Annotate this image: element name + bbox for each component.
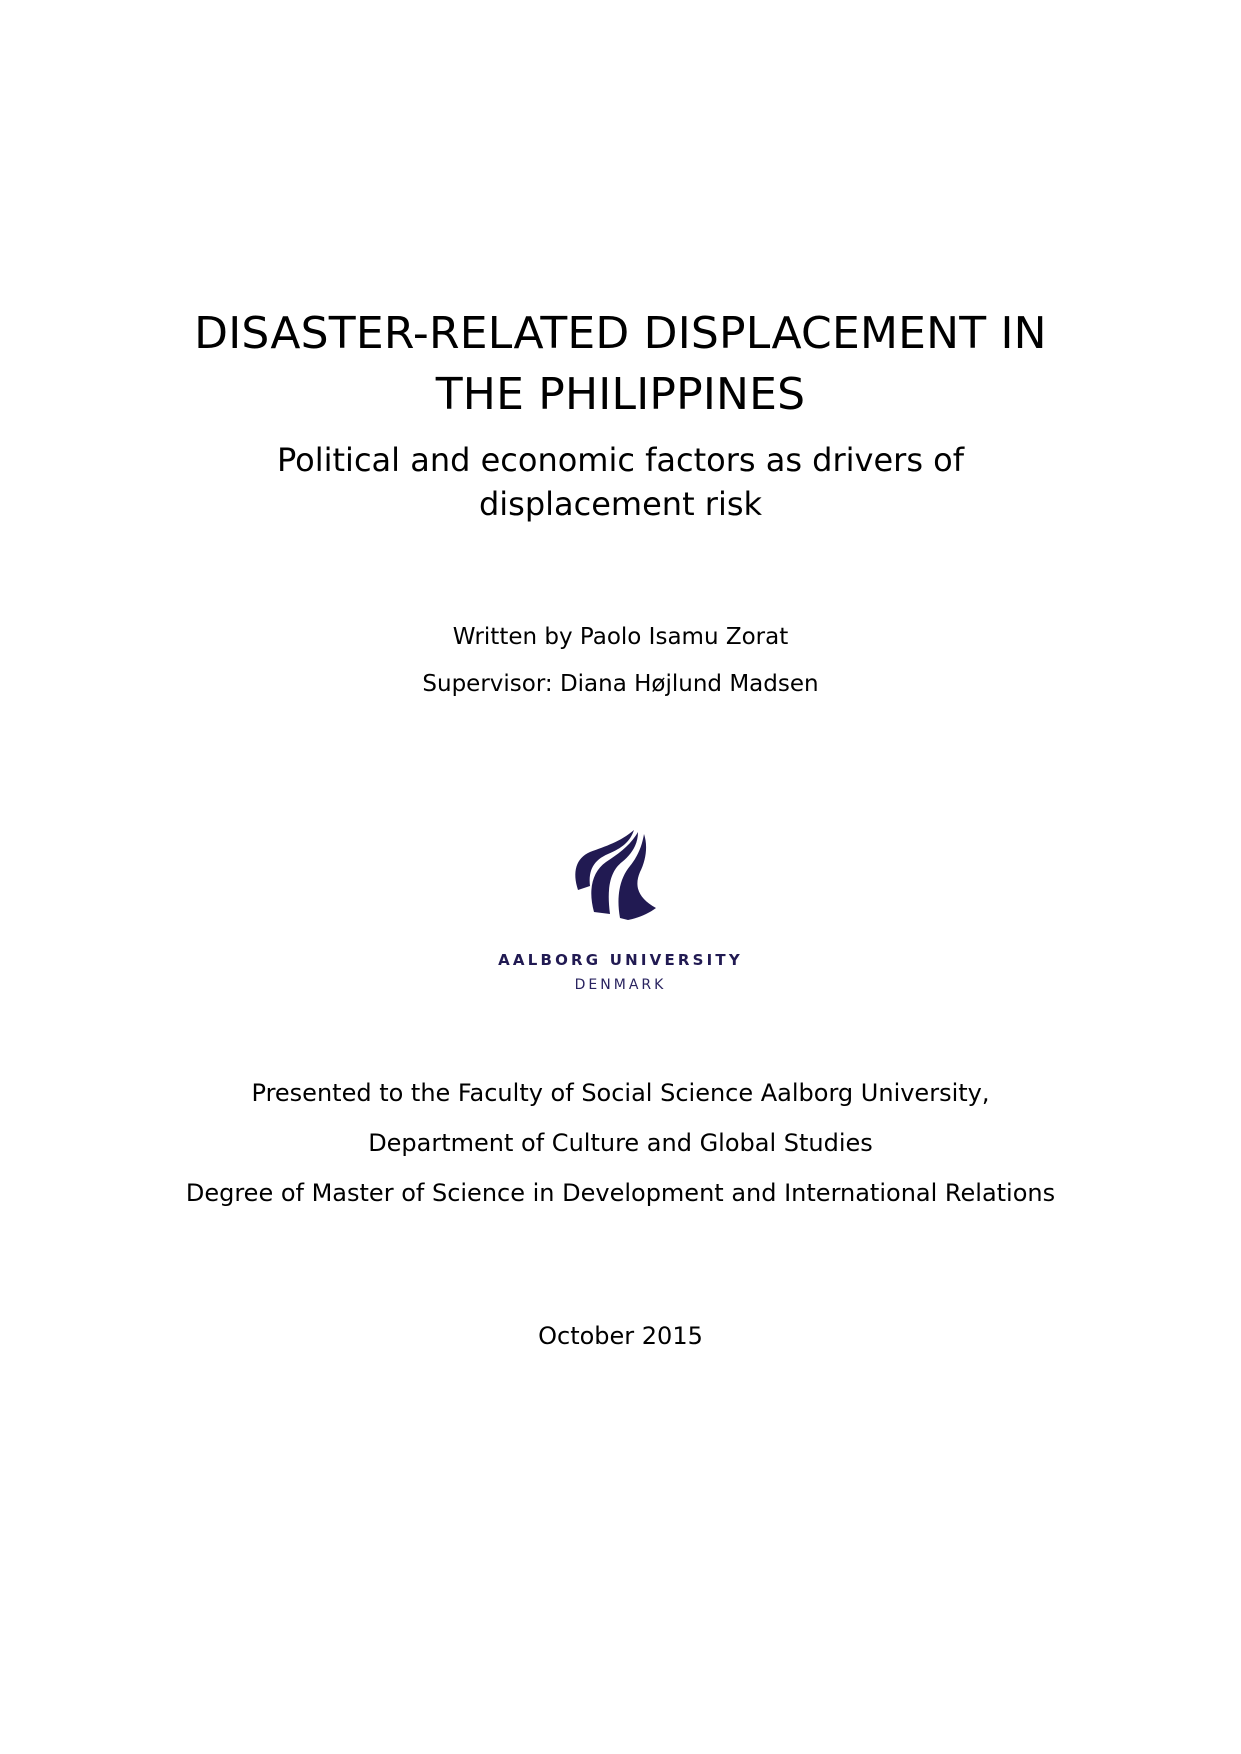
presented-line-faculty: Presented to the Faculty of Social Science Aalborg University, [251, 1079, 990, 1107]
logo-university-name: AALBORG UNIVERSITY [498, 951, 743, 969]
logo-country-name: DENMARK [574, 977, 667, 993]
document-title-line-2: THE PHILIPPINES [435, 369, 806, 420]
presented-line-department: Department of Culture and Global Studies [368, 1129, 873, 1157]
author-line: Written by Paolo Isamu Zorat [452, 624, 789, 650]
supervisor-line: Supervisor: Diana Højlund Madsen [422, 671, 819, 697]
presented-line-degree: Degree of Master of Science in Development and International Relations [185, 1179, 1056, 1207]
document-title-line-1: DISASTER-RELATED DISPLACEMENT IN [194, 308, 1047, 359]
aalborg-university-logo-icon [572, 828, 662, 924]
document-subtitle-line-2: displacement risk [478, 485, 763, 523]
document-date: October 2015 [538, 1322, 703, 1350]
document-subtitle-line-1: Political and economic factors as drivers of [276, 441, 964, 479]
